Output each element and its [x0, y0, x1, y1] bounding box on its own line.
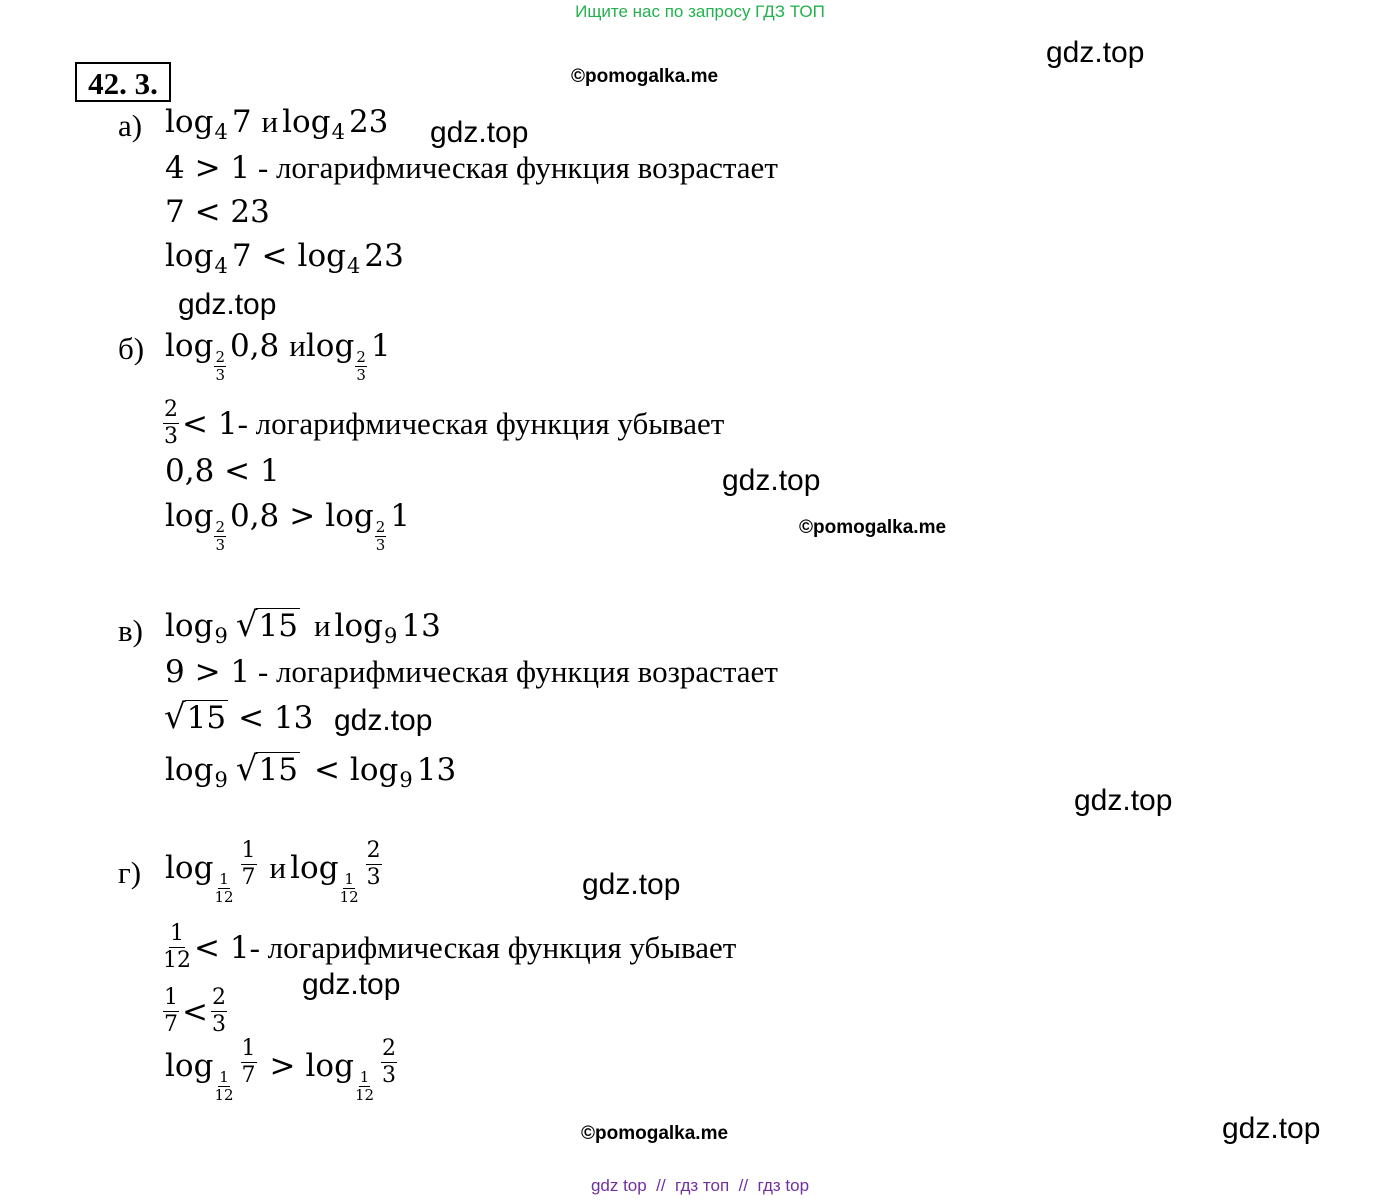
part-a-label: а)	[118, 108, 143, 143]
part-b-line-3: 0,8 < 1	[165, 453, 280, 489]
watermark: gdz.top	[178, 288, 277, 321]
watermark: gdz.top	[334, 704, 433, 737]
part-g-line-1: log $\frac{1}{12}$ $\frac{1}{7}$ и log $\frac{1}{12}$ $\frac{2}{3}$	[165, 838, 381, 906]
part-b-line-2: $\frac{2}{3}$ < 1 - логарифмическая функция убывает	[164, 397, 725, 449]
copyright: ©pomogalka.me	[581, 1123, 729, 1144]
part-a-line-2: 4 > 1 - логарифмическая функция возрастает	[165, 150, 778, 186]
part-v-label: в)	[118, 613, 143, 648]
part-a-line-1: log 4 7 и log 4 23	[165, 104, 389, 144]
top-banner: Ищите нас по запросу ГДЗ ТОП	[575, 2, 825, 21]
watermark: gdz.top	[430, 116, 529, 149]
part-v-line-2: 9 > 1 - логарифмическая функция возрастает	[165, 654, 778, 690]
part-g-line-2: $\frac{1}{12}$ < 1 - логарифмическая функция убывает	[163, 921, 737, 973]
copyright: ©pomogalka.me	[571, 66, 719, 87]
part-b-line-4: log $\frac{2}{3}$ 0,8 > log $\frac{2}{3}$ 1	[165, 498, 410, 554]
footer-links: gdz top // гдз топ // гдз top	[590, 1176, 810, 1195]
task-number: 42. 3.	[75, 62, 171, 102]
part-g-line-4: log $\frac{1}{12}$ $\frac{1}{7}$ > log $\frac{1}{12}$ $\frac{2}{3}$	[165, 1036, 397, 1104]
part-b-line-1: log $\frac{2}{3}$ 0,8 и log $\frac{2}{3}$ 1	[165, 328, 391, 384]
part-g-label: г)	[118, 855, 142, 890]
watermark: gdz.top	[1074, 784, 1173, 817]
watermark: gdz.top	[1046, 36, 1145, 69]
watermark: gdz.top	[582, 868, 681, 901]
part-b-label: б)	[118, 331, 145, 366]
copyright: ©pomogalka.me	[799, 517, 947, 538]
watermark: gdz.top	[302, 968, 401, 1001]
part-v-line-4: log 9 √ 15 < log 9 13	[165, 749, 457, 792]
part-a-line-3: 7 < 23	[165, 194, 270, 230]
part-v-line-3: √ 15 < 13	[164, 697, 314, 738]
part-a-line-4: log 4 7 < log 4 23	[165, 238, 404, 278]
watermark: gdz.top	[722, 464, 821, 497]
part-g-line-3: $\frac{1}{7}$ < $\frac{2}{3}$	[164, 985, 226, 1037]
part-v-line-1: log 9 √ 15 и log 9 13	[165, 605, 441, 648]
watermark: gdz.top	[1222, 1112, 1321, 1145]
